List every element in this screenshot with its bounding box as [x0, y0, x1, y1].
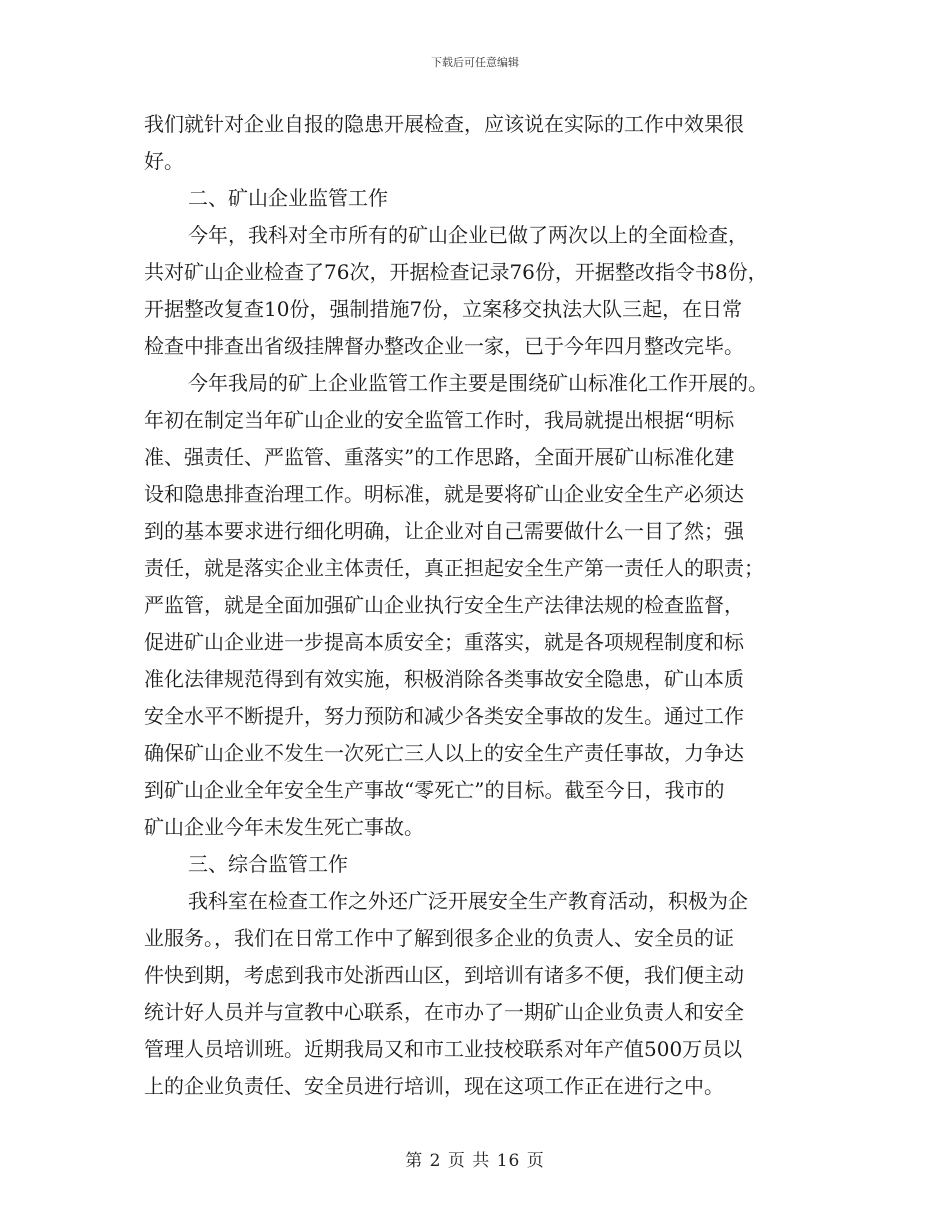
text-line: 今年，我科对全市所有的矿山企业已做了两次以上的全面检查，: [188, 223, 748, 247]
text-line: 业服务。，我们在日常工作中了解到很多企业的负责人、安全员的证: [144, 926, 734, 950]
text-line: 上的企业负责任、安全员进行培训，现在这项工作正在进行之中。: [144, 1074, 724, 1098]
document-body: [144, 106, 824, 1105]
text-line: 我们就针对企业自报的隐患开展检查，应该说在实际的工作中效果很: [144, 112, 744, 136]
text-line: 到的基本要求进行细化明确，让企业对自己需要做什么一目了然；强: [144, 519, 744, 543]
text-line: 今年我局的矿上企业监管工作主要是围绕矿山标准化工作开展的。: [188, 371, 768, 395]
text-line: 共对矿山企业检查了76次，开据检查记录76份，开据整改指令书8份，: [144, 260, 768, 284]
text-line: 好。: [144, 149, 184, 173]
page-footer: 第 2 页 共 16 页: [405, 1151, 545, 1171]
text-line: 检查中排查出省级挂牌督办整改企业一家，已于今年四月整改完毕。: [144, 334, 744, 358]
text-line: 二、矿山企业监管工作: [188, 186, 388, 210]
text-line: 到矿山企业全年安全生产事故“零死亡”的目标。截至今日，我市的: [144, 778, 725, 802]
page-header: 下载后可任意编辑: [431, 56, 519, 69]
text-line: 三、综合监管工作: [188, 852, 348, 876]
text-line: 设和隐患排查治理工作。明标准，就是要将矿山企业安全生产必须达: [144, 482, 744, 506]
text-line: 严监管，就是全面加强矿山企业执行安全生产法律法规的检查监督，: [144, 593, 744, 617]
text-line: 开据整改复查10份，强制措施7份，立案移交执法大队三起，在日常: [144, 297, 743, 321]
text-line: 促进矿山企业进一步提高本质安全；重落实，就是各项规程制度和标: [144, 630, 744, 654]
text-line: 件快到期，考虑到我市处浙西山区，到培训有诸多不便，我们便主动: [144, 963, 744, 987]
text-line: 责任，就是落实企业主体责任，真正担起安全生产第一责任人的职责；: [144, 556, 764, 580]
text-line: 年初在制定当年矿山企业的安全监管工作时，我局就提出根据“明标: [144, 408, 735, 432]
text-line: 安全水平不断提升，努力预防和减少各类安全事故的发生。通过工作: [144, 704, 744, 728]
text-line: 管理人员培训班。近期我局又和市工业技校联系对年产值500万员以: [144, 1037, 743, 1061]
text-line: 我科室在检查工作之外还广泛开展安全生产教育活动，积极为企: [188, 889, 748, 913]
text-line: 准化法律规范得到有效实施，积极消除各类事故安全隐患，矿山本质: [144, 667, 744, 691]
text-line: 矿山企业今年未发生死亡事故。: [144, 815, 424, 839]
text-line: 确保矿山企业不发生一次死亡三人以上的安全生产责任事故，力争达: [144, 741, 744, 765]
text-line: 准、强责任、严监管、重落实”的工作思路，全面开展矿山标准化建: [144, 445, 735, 469]
text-line: 统计好人员并与宣教中心联系，在市办了一期矿山企业负责人和安全: [144, 1000, 744, 1024]
